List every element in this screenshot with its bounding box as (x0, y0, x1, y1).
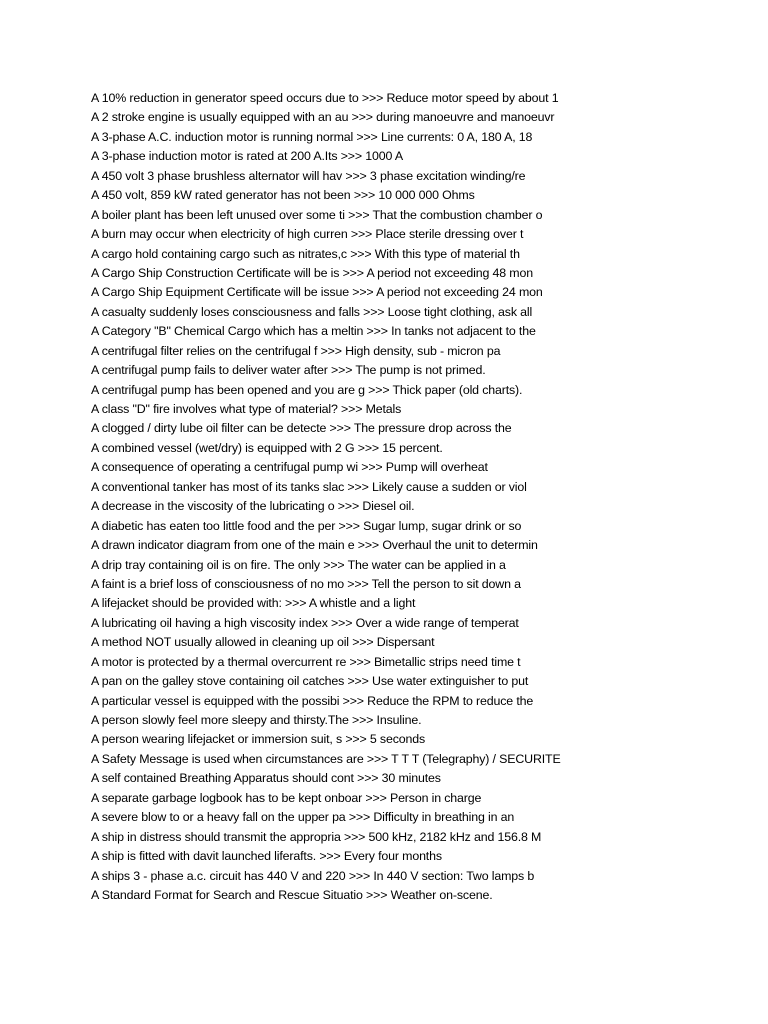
qa-line: A Cargo Ship Equipment Certificate will be issue >>> A period not exceeding 24 mon (91, 285, 543, 300)
qa-line: A centrifugal pump has been opened and you are g >>> Thick paper (old charts). (91, 382, 523, 397)
qa-line-list (91, 89, 751, 905)
qa-line: A motor is protected by a thermal overcurrent re >>> Bimetallic strips need time t (91, 654, 521, 669)
qa-line: A combined vessel (wet/dry) is equipped with 2 G >>> 15 percent. (91, 440, 443, 455)
qa-line: A method NOT usually allowed in cleaning up oil >>> Dispersant (91, 635, 435, 650)
qa-line: A centrifugal pump fails to deliver water after >>> The pump is not primed. (91, 363, 486, 378)
qa-line: A ships 3 - phase a.c. circuit has 440 V and 220 >>> In 440 V section: Two lamps b (91, 868, 535, 883)
qa-line: A cargo hold containing cargo such as nitrates,c >>> With this type of material th (91, 246, 520, 261)
qa-line: A drip tray containing oil is on fire. The only >>> The water can be applied in a (91, 557, 506, 572)
qa-line: A class "D" fire involves what type of material? >>> Metals (91, 402, 402, 416)
qa-line: A 2 stroke engine is usually equipped with an au >>> during manoeuvre and manoeuvr (91, 110, 555, 125)
qa-line: A particular vessel is equipped with the possibi >>> Reduce the RPM to reduce the (91, 693, 534, 708)
qa-line: A severe blow to or a heavy fall on the upper pa >>> Difficulty in breathing in an (91, 810, 515, 825)
qa-line: A boiler plant has been left unused over some ti >>> That the combustion chamber o (91, 207, 543, 222)
qa-line: A Cargo Ship Construction Certificate will be is >>> A period not exceeding 48 mon (91, 265, 533, 280)
qa-line: A lifejacket should be provided with: >>> A whistle and a light (91, 596, 416, 611)
qa-line: A separate garbage logbook has to be kept onboar >>> Person in charge (91, 790, 482, 805)
qa-line: A drawn indicator diagram from one of the main e >>> Overhaul the unit to determin (91, 538, 538, 553)
qa-line: A lubricating oil having a high viscosity index >>> Over a wide range of temperat (91, 615, 519, 630)
qa-line: A 450 volt 3 phase brushless alternator will hav >>> 3 phase excitation winding/re (91, 168, 526, 183)
qa-line: A Safety Message is used when circumstances are >>> T T T (Telegraphy) / SECURITE (91, 751, 561, 766)
qa-line: A consequence of operating a centrifugal pump wi >>> Pump will overheat (91, 460, 488, 475)
qa-line: A 10% reduction in generator speed occurs due to >>> Reduce motor speed by about 1 (91, 91, 559, 105)
qa-line: A ship is fitted with davit launched liferafts. >>> Every four months (91, 849, 442, 864)
qa-line: A clogged / dirty lube oil filter can be detecte >>> The pressure drop across the (91, 421, 512, 436)
qa-line: A casualty suddenly loses consciousness and falls >>> Loose tight clothing, ask all (91, 304, 533, 319)
qa-line: A Category "B" Chemical Cargo which has a meltin >>> In tanks not adjacent to the (91, 324, 536, 339)
qa-line: A person slowly feel more sleepy and thirsty.The >>> Insuline. (91, 713, 422, 727)
qa-line: A ship in distress should transmit the appropria >>> 500 kHz, 2182 kHz and 156.8 M (91, 829, 542, 844)
qa-line: A 3-phase A.C. induction motor is running normal >>> Line currents: 0 A, 180 A, 18 (91, 129, 533, 144)
qa-line: A centrifugal filter relies on the centrifugal f >>> High density, sub - micron pa (91, 343, 501, 358)
qa-line: A 3-phase induction motor is rated at 200 A.Its >>> 1000 A (91, 149, 403, 164)
qa-line: A conventional tanker has most of its tanks slac >>> Likely cause a sudden or viol (91, 479, 527, 494)
qa-line: A Standard Format for Search and Rescue Situatio >>> Weather on-scene. (91, 887, 493, 902)
qa-line: A person wearing lifejacket or immersion suit, s >>> 5 seconds (91, 732, 426, 747)
qa-line: A 450 volt, 859 kW rated generator has not been >>> 10 000 000 Ohms (91, 188, 475, 203)
qa-line: A faint is a brief loss of consciousness of no mo >>> Tell the person to sit down a (91, 576, 521, 591)
qa-line: A self contained Breathing Apparatus should cont >>> 30 minutes (91, 771, 441, 786)
qa-line: A pan on the galley stove containing oil catches >>> Use water extinguisher to put (91, 674, 529, 689)
qa-line: A diabetic has eaten too little food and the per >>> Sugar lump, sugar drink or so (91, 518, 522, 533)
qa-line: A burn may occur when electricity of high curren >>> Place sterile dressing over t (91, 227, 524, 242)
qa-line: A decrease in the viscosity of the lubricating o >>> Diesel oil. (91, 499, 415, 514)
